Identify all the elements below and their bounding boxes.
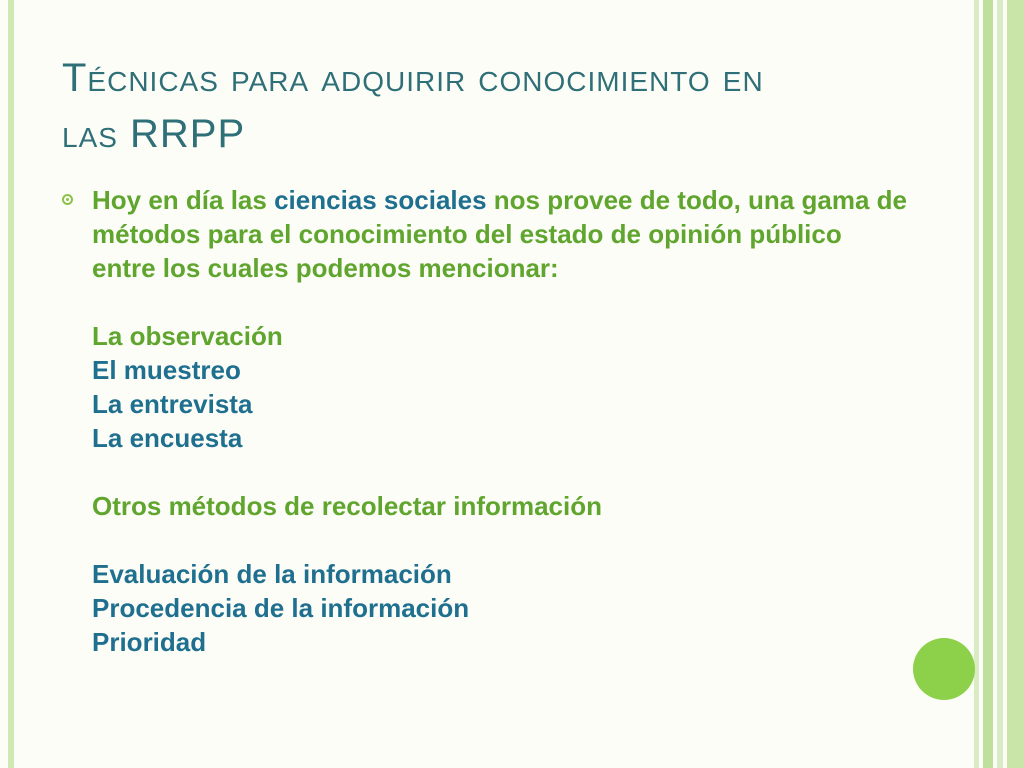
right-decorative-stripes <box>974 0 1024 768</box>
stripe <box>974 0 979 768</box>
method-item: El muestreo <box>92 355 241 385</box>
method-item: La encuesta <box>92 423 243 453</box>
method-item: La observación <box>92 321 283 351</box>
info-item: Prioridad <box>92 627 207 657</box>
spacer <box>92 285 912 319</box>
stripe <box>1007 0 1024 768</box>
intro-text-2: nos provee de todo, una gama de métodos para el conocimiento del estado de opinión público entre los cuales podemos mencionar: <box>92 185 907 283</box>
info-item: Evaluación de la información <box>92 559 452 589</box>
slide-body <box>92 183 912 659</box>
slide-title <box>62 50 902 162</box>
stripe <box>983 0 993 768</box>
left-border-stripe <box>8 0 14 768</box>
title-line-1: Técnicas para adquirir conocimiento en <box>62 56 764 100</box>
title-line-2: las RRPP <box>62 112 246 156</box>
intro-highlight: ciencias sociales <box>274 185 487 215</box>
spacer <box>92 455 912 489</box>
other-methods: Otros métodos de recolectar información <box>92 491 603 521</box>
decorative-circle <box>913 638 975 700</box>
intro-text-1: Hoy en día las <box>92 185 275 215</box>
bullet-ring-icon <box>62 194 73 205</box>
intro-paragraph <box>92 183 912 285</box>
stripe <box>997 0 1003 768</box>
method-item: La entrevista <box>92 389 253 419</box>
spacer <box>92 523 912 557</box>
info-item: Procedencia de la información <box>92 593 470 623</box>
